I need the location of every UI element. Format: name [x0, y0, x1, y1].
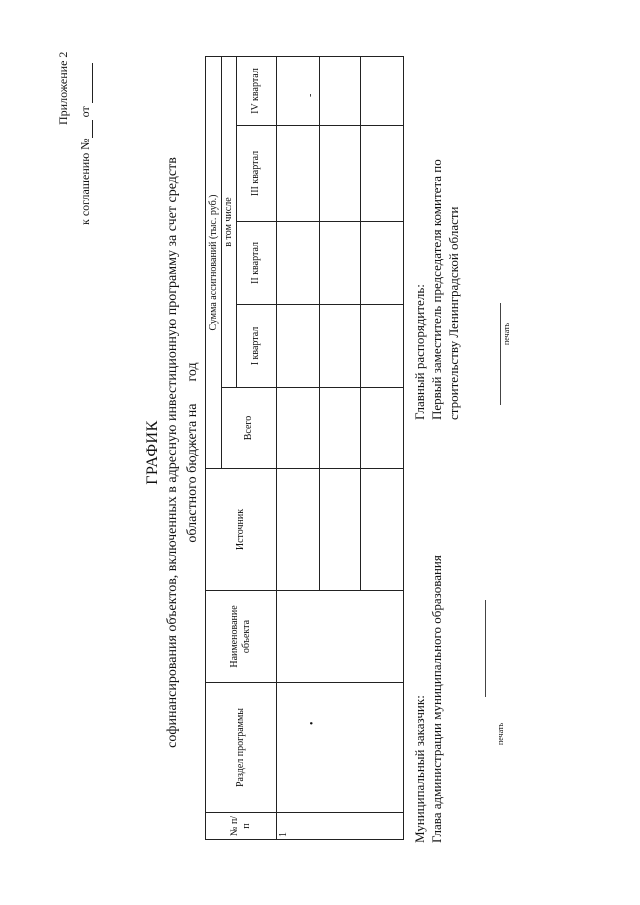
agreement-from: от	[78, 106, 92, 118]
row-1-q3-a	[276, 126, 319, 222]
document-title: ГРАФИК	[144, 420, 161, 485]
row-1-total-a	[276, 388, 319, 469]
appendix-label: Приложение 2	[56, 51, 70, 125]
manager-signature-block	[412, 159, 463, 420]
manager-signature-line	[500, 303, 501, 405]
scan-speck: -	[305, 93, 316, 97]
row-1-q1-a	[276, 305, 319, 388]
document-subtitle-line1: софинансирования объектов, включенных в адресную инвестиционную программу за счет средств	[165, 157, 180, 748]
row-1-q4-a	[276, 56, 319, 125]
manager-position-line1: Первый заместитель председателя комитета по	[428, 159, 444, 420]
row-1-section	[276, 683, 403, 813]
customer-signature-block	[412, 555, 446, 843]
row-1-source-b	[319, 469, 360, 591]
header-quarter-3: III квартал	[236, 126, 276, 222]
row-1-total-c	[360, 388, 403, 469]
row-1-q1-c	[360, 305, 403, 388]
subtitle-year-text: год	[185, 362, 200, 382]
row-1-source-c	[360, 469, 403, 591]
row-1-object	[276, 591, 403, 683]
manager-position-line2: строительству Ленинградской области	[445, 206, 461, 420]
agreement-number-blank	[81, 120, 93, 138]
row-1-q2-a	[276, 222, 319, 305]
agreement-line	[78, 63, 93, 225]
row-1-source-a	[276, 469, 319, 591]
subtitle-budget-text: областного бюджета на	[185, 403, 200, 543]
customer-signature-line	[485, 600, 486, 697]
row-1-q3-b	[319, 126, 360, 222]
document-subtitle-line2	[185, 0, 201, 905]
row-1-q1-b	[319, 305, 360, 388]
customer-title: Муниципальный заказчик:	[412, 695, 427, 843]
header-num: № п/п	[206, 813, 277, 840]
scan-speck: •	[307, 721, 318, 725]
row-1-q4-c	[360, 56, 403, 125]
row-1-q2-b	[319, 222, 360, 305]
row-1-total-b	[319, 388, 360, 469]
manager-stamp-label: печать	[502, 322, 511, 345]
header-object: Наименование объекта	[206, 591, 277, 683]
header-total: Всего	[222, 388, 277, 469]
header-section: Раздел программы	[206, 683, 277, 813]
header-including: в том числе	[222, 56, 237, 387]
header-quarter-4: IV квартал	[236, 56, 276, 125]
row-1-number: 1	[276, 813, 403, 840]
manager-title: Главный распорядитель:	[412, 284, 427, 420]
row-1-q3-c	[360, 126, 403, 222]
agreement-date-blank	[81, 63, 93, 103]
customer-stamp-label: печать	[496, 722, 505, 745]
header-quarter-1: I квартал	[236, 305, 276, 388]
header-sum: Сумма ассигнований (тыс. руб.)	[206, 56, 222, 468]
schedule-table	[205, 56, 404, 840]
row-1-q4-b	[319, 56, 360, 125]
agreement-prefix: к соглашению №	[78, 138, 92, 225]
customer-position: Глава администрации муниципального образования	[428, 555, 444, 843]
header-source: Источник	[206, 469, 277, 591]
row-1-q2-c	[360, 222, 403, 305]
header-quarter-2: II квартал	[236, 222, 276, 305]
